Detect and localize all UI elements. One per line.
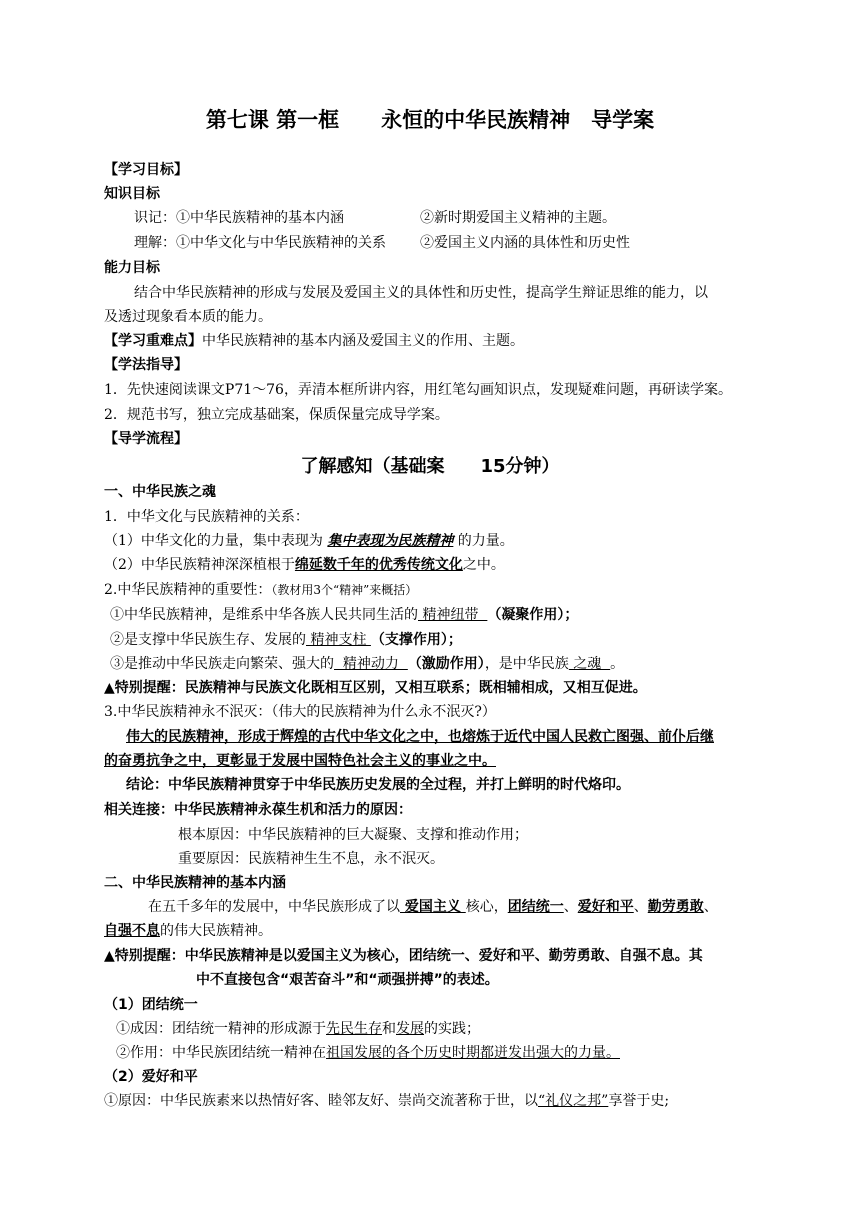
- understand-label: 理解：: [134, 235, 176, 251]
- recall-line: [134, 208, 344, 228]
- q3: 3.中华民族精神永不泯灭：（伟大的民族精神为什么永不泯灭?）: [104, 704, 496, 720]
- unity-2: ②作用：中华民族团结统一精神在祖国发展的各个历史时期都迸发出强大的力量。: [116, 1045, 620, 1061]
- section2-text-2: 自强不息的伟大民族精神。: [104, 923, 272, 939]
- q1-2: （2）中华民族精神深深植根于绵延数千年的优秀传统文化之中。: [104, 557, 505, 573]
- unity-heading: （1）团结统一: [104, 997, 198, 1013]
- q2-1-answer: 精神纽带: [418, 607, 488, 623]
- core-answer: 爱国主义: [400, 899, 466, 915]
- tip-2: ▲特别提醒：中华民族精神是以爱国主义为核心，团结统一、爱好和平、勤劳勇敢、自强不息。其: [104, 948, 703, 964]
- conclusion: 结论：中华民族精神贯穿于中华民族历史发展的全过程，并打上鲜明的时代烙印。: [126, 777, 630, 793]
- understand-item-2: ②爱国主义内涵的具体性和历史性: [420, 235, 630, 251]
- spirit-peace: 爱好和平: [577, 899, 634, 915]
- ability-text-2: 及透过现象看本质的能力。: [104, 309, 272, 325]
- understand-line: [134, 233, 386, 253]
- q2-3: ③是推动中华民族走向繁荣、强大的 精神动力 （激励作用），是中华民族 之魂 。: [110, 656, 625, 672]
- recall-label: 识记：: [134, 210, 176, 226]
- recall-item-1: ①中华民族精神的基本内涵: [176, 210, 344, 226]
- ability-heading: 能力目标: [104, 260, 160, 276]
- link-1: 根本原因：中华民族精神的巨大凝聚、支撑和推动作用；: [178, 827, 528, 843]
- unity-2-answer: 祖国发展的各个历史时期都迸发出强大的力量。: [326, 1045, 620, 1061]
- q1: 1．中华文化与民族精神的关系：: [104, 509, 309, 525]
- spirit-unity: 团结统一: [507, 899, 564, 915]
- section2-text: 在五千多年的发展中，中华民族形成了以 爱国主义 核心，团结统一、爱好和平、勤劳勇敢、: [148, 899, 718, 915]
- q1-1: （1）中华文化的力量，集中表现为 集中表现为民族精神 的力量。: [104, 533, 514, 549]
- unity-1: ①成因：团结统一精神的形成源于先民生存和发展的实践；: [116, 1021, 480, 1037]
- objectives-heading: 【学习目标】: [104, 162, 188, 178]
- spirit-self-strength: 自强不息: [104, 923, 160, 939]
- flow-heading: 【导学流程】: [104, 431, 188, 447]
- flow-subtitle: 了解感知（基础案 15分钟）: [300, 456, 560, 477]
- unity-1-answer-1: 先民生存: [326, 1021, 382, 1037]
- q2-2: ②是支撑中华民族生存、发展的 精神支柱 （支撑作用）；: [110, 632, 462, 648]
- ability-text-1: 结合中华民族精神的形成与发展及爱国主义的具体性和历史性，提高学生辩证思维的能力，以: [134, 285, 708, 301]
- method-item-2: 2．规范书写，独立完成基础案，保质保量完成导学案。: [104, 407, 449, 423]
- q3-answer-1: 伟大的民族精神，形成于辉煌的古代中华文化之中，也熔炼于近代中国人民救亡图强、前仆后继: [126, 729, 714, 745]
- q3-answer-2: 的奋勇抗争之中，更彰显于发展中国特色社会主义的事业之中。: [104, 753, 496, 769]
- key-points-line: [104, 331, 524, 351]
- q1-2-answer: 绵延数千年的优秀传统文化: [294, 557, 463, 573]
- q1-1-answer: 集中表现为民族精神: [327, 533, 454, 549]
- method-heading: 【学法指导】: [104, 357, 188, 373]
- understand-item-1: ①中华文化与中华民族精神的关系: [176, 235, 386, 251]
- q2-3-answer: 精神动力: [334, 656, 408, 672]
- key-points-heading: 【学习重难点】: [104, 333, 202, 349]
- spirit-brave: 勤劳勇敢: [647, 899, 704, 915]
- method-item-1: 1．先快速阅读课文P71～76，弄清本框所讲内容，用红笔勾画知识点，发现疑难问题，再研读学案。: [104, 382, 732, 398]
- link-2: 重要原因：民族精神生生不息，永不泯灭。: [178, 851, 444, 867]
- peace-heading: （2）爱好和平: [104, 1069, 198, 1085]
- tip-1: ▲特别提醒：民族精神与民族文化既相互区别，又相互联系；既相辅相成，又相互促进。: [104, 680, 647, 696]
- q2-1: ①中华民族精神，是维系中华各族人民共同生活的 精神纽带 （凝聚作用）；: [110, 607, 579, 623]
- key-points-text: 中华民族精神的基本内涵及爱国主义的作用、主题。: [202, 333, 524, 349]
- peace-1: ①原因：中华民族素来以热情好客、睦邻友好、崇尚交流著称于世，以“礼仪之邦”享誉于史;: [104, 1093, 670, 1109]
- tip-2-cont: 中不直接包含“艰苦奋斗”和“顽强拼搏”的表述。: [196, 972, 499, 988]
- knowledge-heading: 知识目标: [104, 186, 160, 202]
- recall-item-2: ②新时期爱国主义精神的主题。: [420, 210, 616, 226]
- peace-1-answer: “礼仪之邦”: [538, 1093, 609, 1109]
- q2: 2.中华民族精神的重要性：（教材用3个“精神”来概括）: [104, 582, 418, 598]
- section1-heading: 一、中华民族之魂: [104, 484, 216, 500]
- link-heading: 相关连接：中华民族精神永葆生机和活力的原因：: [104, 802, 412, 818]
- unity-1-answer-2: 发展: [396, 1021, 424, 1037]
- section2-heading: 二、中华民族精神的基本内涵: [104, 875, 286, 891]
- q2-note: （教材用3个“精神”来概括）: [271, 583, 418, 597]
- q2-2-answer: 精神支柱: [306, 632, 371, 648]
- page-title: 第七课 第一框 永恒的中华民族精神 导学案: [205, 108, 655, 132]
- q2-3-answer-2: 之魂: [568, 656, 611, 672]
